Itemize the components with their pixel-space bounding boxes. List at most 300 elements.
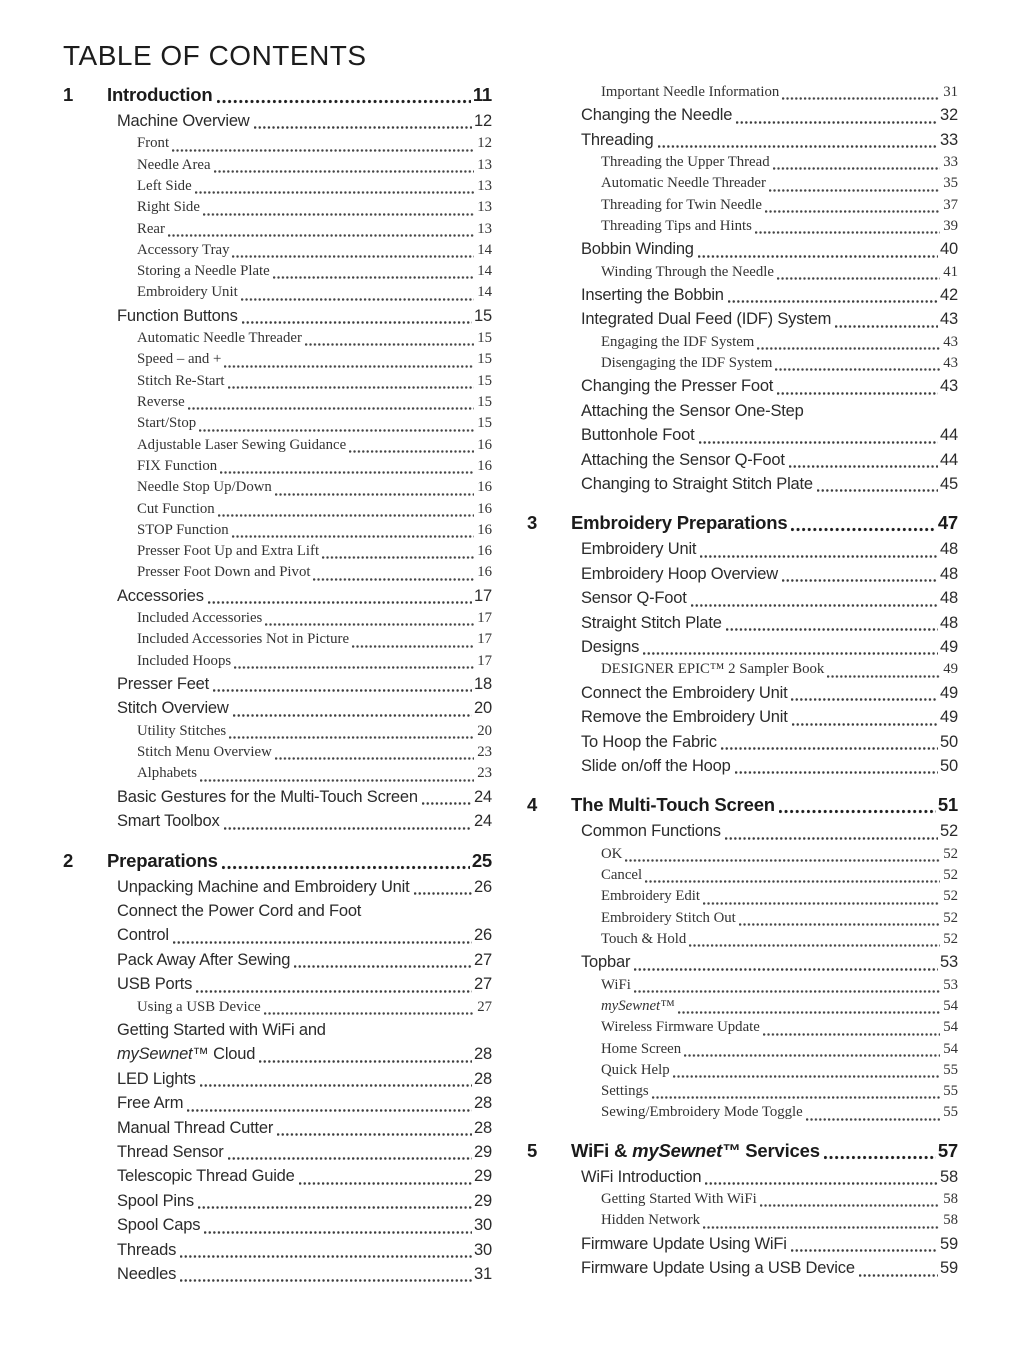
dot-leader bbox=[228, 1156, 473, 1161]
page-number: 12 bbox=[474, 112, 492, 130]
entry-text: STOP Function bbox=[137, 521, 229, 538]
entry-text: Threading for Twin Needle bbox=[601, 196, 762, 213]
chapter-number: 1 bbox=[63, 84, 74, 105]
entry-body bbox=[601, 865, 958, 886]
entry-text: Needles bbox=[117, 1264, 177, 1283]
dot-leader bbox=[779, 809, 936, 814]
toc-section-entry bbox=[527, 681, 958, 705]
entry-body bbox=[581, 537, 958, 561]
dot-leader bbox=[634, 989, 940, 994]
page-number: 25 bbox=[471, 849, 492, 871]
entry-text: DESIGNER EPIC™ 2 Sampler Book bbox=[601, 661, 825, 678]
entry-body bbox=[117, 1238, 492, 1262]
entry-line bbox=[601, 659, 958, 680]
entry-text: Basic Gestures for the Multi-Touch Screen bbox=[117, 787, 418, 806]
chapter-number: 4 bbox=[527, 794, 538, 816]
toc-section-entry bbox=[527, 128, 958, 152]
toc-section-entry bbox=[63, 1189, 492, 1213]
dot-leader bbox=[782, 96, 940, 101]
entry-text: Pack Away After Sewing bbox=[117, 950, 291, 969]
page-number: 47 bbox=[937, 512, 958, 534]
entry-line bbox=[117, 1213, 492, 1237]
page-number: 48 bbox=[940, 589, 958, 608]
entry-line bbox=[581, 1232, 958, 1256]
entry-body bbox=[581, 1165, 958, 1189]
dot-leader bbox=[220, 470, 474, 475]
entry-text: Spool Caps bbox=[117, 1216, 201, 1235]
dot-leader bbox=[168, 233, 474, 238]
dot-leader bbox=[736, 120, 938, 125]
entry-text: Stitch Menu Overview bbox=[137, 744, 272, 761]
entry-body bbox=[601, 886, 958, 907]
toc-subsection-entry bbox=[527, 996, 958, 1017]
dot-leader bbox=[265, 622, 474, 627]
entry-body bbox=[117, 785, 492, 809]
entry-line bbox=[581, 472, 958, 496]
entry-text: Alphabets bbox=[137, 765, 197, 782]
entry-text: Smart Toolbox bbox=[117, 812, 220, 831]
toc-section-entry bbox=[63, 972, 492, 996]
page-number: 26 bbox=[474, 926, 492, 945]
entry-line bbox=[117, 948, 492, 972]
entry-line bbox=[581, 681, 958, 705]
entry-body bbox=[137, 742, 492, 763]
entry-text: Free Arm bbox=[117, 1094, 184, 1113]
entry-line bbox=[137, 499, 492, 520]
entry-body bbox=[117, 809, 492, 833]
entry-text: Presser Feet bbox=[117, 675, 210, 694]
dot-leader bbox=[691, 603, 938, 608]
page-number: 20 bbox=[477, 722, 492, 739]
entry-body bbox=[137, 435, 492, 456]
entry-text: Included Accessories bbox=[137, 610, 263, 627]
entry-line bbox=[137, 997, 492, 1018]
toc-subsection-entry bbox=[527, 173, 958, 194]
entry-text: Utility Stitches bbox=[137, 722, 227, 739]
toc-section-entry bbox=[527, 1256, 958, 1280]
page-number: 28 bbox=[474, 1094, 492, 1113]
dot-leader bbox=[728, 299, 938, 304]
dot-leader bbox=[313, 577, 474, 582]
entry-text: Bobbin Winding bbox=[581, 240, 694, 259]
entry-line bbox=[581, 307, 958, 331]
entry-body bbox=[581, 472, 958, 496]
entry-text: Changing the Needle bbox=[581, 106, 733, 125]
entry-line bbox=[117, 972, 492, 996]
page-number: 20 bbox=[474, 699, 492, 718]
entry-body bbox=[117, 1262, 492, 1286]
toc-section-entry bbox=[527, 705, 958, 729]
page-number: 58 bbox=[943, 1191, 958, 1208]
page-number: 57 bbox=[937, 1139, 958, 1161]
entry-body bbox=[581, 448, 958, 472]
entry-body bbox=[581, 1256, 958, 1280]
entry-text: Sewing/Embroidery Mode Toggle bbox=[601, 1104, 803, 1121]
entry-body bbox=[601, 996, 958, 1017]
dot-leader bbox=[791, 1248, 938, 1253]
page-number: 23 bbox=[477, 765, 492, 782]
page-number: 42 bbox=[940, 286, 958, 304]
entry-line bbox=[601, 975, 958, 996]
entry-text: FIX Function bbox=[137, 457, 218, 474]
entry-line bbox=[117, 1164, 492, 1188]
page-number: 55 bbox=[943, 1083, 958, 1100]
dot-leader bbox=[199, 428, 474, 433]
toc-subsection-entry bbox=[527, 929, 958, 950]
page-number: 33 bbox=[940, 130, 958, 149]
entry-body bbox=[601, 1039, 958, 1060]
entry-text: Connect the Embroidery Unit bbox=[581, 683, 788, 702]
entry-body bbox=[137, 629, 492, 650]
dot-leader bbox=[259, 1059, 472, 1064]
entry-body bbox=[117, 696, 492, 720]
page-number: 29 bbox=[474, 1167, 492, 1186]
dot-leader bbox=[352, 644, 474, 649]
entry-line bbox=[581, 537, 958, 561]
page-number: 53 bbox=[940, 953, 958, 972]
entry-body bbox=[137, 219, 492, 240]
entry-line bbox=[117, 109, 492, 133]
toc-subsection-entry bbox=[63, 392, 492, 413]
entry-body bbox=[601, 173, 958, 194]
toc-section-entry bbox=[63, 785, 492, 809]
entry-body bbox=[601, 929, 958, 950]
entry-text: Touch & Hold bbox=[601, 930, 687, 947]
entry-body bbox=[581, 635, 958, 659]
dot-leader bbox=[241, 297, 475, 302]
entry-text: Hidden Network bbox=[601, 1212, 701, 1229]
entry-body bbox=[117, 1140, 492, 1164]
entry-body bbox=[601, 1189, 958, 1210]
entry-body bbox=[581, 399, 958, 448]
entry-line bbox=[581, 1256, 958, 1280]
entry-body bbox=[107, 82, 492, 107]
entry-line bbox=[601, 996, 958, 1017]
entry-body bbox=[601, 216, 958, 237]
entry-text: Adjustable Laser Sewing Guidance bbox=[137, 436, 347, 453]
page-number: 49 bbox=[940, 683, 958, 702]
dot-leader bbox=[264, 1011, 475, 1016]
toc-subsection-entry bbox=[527, 908, 958, 929]
entry-body bbox=[581, 730, 958, 754]
page-number: 30 bbox=[474, 1216, 492, 1235]
dot-leader bbox=[232, 534, 475, 539]
entry-line bbox=[601, 332, 958, 353]
page-number: 15 bbox=[477, 372, 492, 389]
toc-subsection-entry bbox=[527, 844, 958, 865]
entry-body bbox=[581, 103, 958, 127]
entry-line bbox=[601, 1189, 958, 1210]
dot-leader bbox=[254, 125, 473, 130]
entry-body bbox=[601, 908, 958, 929]
entry-text: Winding Through the Needle bbox=[601, 263, 774, 280]
page-number: 48 bbox=[940, 540, 958, 559]
entry-body bbox=[107, 848, 492, 873]
entry-body bbox=[137, 328, 492, 349]
entry-text: LED Lights bbox=[117, 1069, 196, 1088]
toc-section-entry bbox=[63, 1262, 492, 1286]
dot-leader bbox=[273, 275, 474, 280]
entry-text: Wireless Firmware Update bbox=[601, 1019, 760, 1036]
page-number: 43 bbox=[943, 355, 958, 372]
entry-text: USB Ports bbox=[117, 975, 193, 994]
entry-body bbox=[581, 950, 958, 974]
dot-leader bbox=[224, 364, 474, 369]
page-number: 44 bbox=[940, 426, 958, 445]
page-number: 28 bbox=[474, 1069, 492, 1088]
entry-body bbox=[601, 1017, 958, 1038]
entry-text: Automatic Needle Threader bbox=[137, 330, 302, 347]
toc-subsection-entry bbox=[527, 1060, 958, 1081]
toc-subsection-entry bbox=[527, 332, 958, 353]
entry-text: Embroidery Unit bbox=[581, 540, 697, 559]
dot-leader bbox=[678, 1010, 941, 1015]
toc-section-entry bbox=[63, 1091, 492, 1115]
toc-section-entry bbox=[63, 1067, 492, 1091]
entry-line bbox=[137, 176, 492, 197]
entry-text: Cut Function bbox=[137, 500, 215, 517]
entry-body bbox=[137, 651, 492, 672]
dot-leader bbox=[187, 1108, 472, 1113]
entry-text: Attaching the Sensor One-Step bbox=[581, 401, 804, 420]
entry-line bbox=[601, 1039, 958, 1060]
page-number: 59 bbox=[940, 1259, 958, 1278]
page-number: 13 bbox=[477, 220, 492, 237]
dot-leader bbox=[180, 1254, 472, 1259]
entry-text: Cancel bbox=[601, 867, 643, 884]
dot-leader bbox=[322, 555, 474, 560]
entry-line bbox=[581, 950, 958, 974]
page-number: 16 bbox=[477, 543, 492, 560]
toc-subsection-entry bbox=[527, 1039, 958, 1060]
toc-subsection-entry bbox=[63, 629, 492, 650]
entry-line bbox=[137, 328, 492, 349]
page-number: 15 bbox=[477, 415, 492, 432]
page-number: 54 bbox=[943, 1019, 958, 1036]
dot-leader bbox=[725, 836, 938, 841]
entry-text: Presser Foot Up and Extra Lift bbox=[137, 543, 320, 560]
page-number: 54 bbox=[943, 1040, 958, 1057]
entry-body bbox=[581, 705, 958, 729]
dot-leader bbox=[180, 1278, 472, 1283]
entry-body bbox=[601, 975, 958, 996]
toc-column-left bbox=[63, 82, 492, 1286]
entry-body bbox=[571, 792, 958, 817]
entry-line bbox=[581, 423, 958, 447]
entry-line bbox=[137, 651, 492, 672]
dot-leader bbox=[703, 901, 940, 906]
dot-leader bbox=[775, 367, 940, 372]
entry-body bbox=[117, 875, 492, 899]
entry-line bbox=[117, 1018, 492, 1042]
toc-section-entry bbox=[527, 586, 958, 610]
toc-section-entry bbox=[63, 109, 492, 133]
entry-line bbox=[117, 785, 492, 809]
page-number: 53 bbox=[943, 976, 958, 993]
entry-text: Storing a Needle Plate bbox=[137, 263, 270, 280]
page-number: 14 bbox=[477, 284, 492, 301]
page-number: 23 bbox=[477, 744, 492, 761]
dot-leader bbox=[773, 166, 941, 171]
dot-leader bbox=[769, 188, 940, 193]
toc-subsection-entry bbox=[527, 1081, 958, 1102]
dot-leader bbox=[172, 148, 474, 153]
page-number: 16 bbox=[477, 457, 492, 474]
page-number: 14 bbox=[477, 241, 492, 258]
toc-subsection-entry bbox=[63, 456, 492, 477]
dot-leader bbox=[233, 713, 472, 718]
toc-section-entry bbox=[63, 1164, 492, 1188]
page-number: 11 bbox=[472, 84, 492, 105]
toc-subsection-entry bbox=[63, 349, 492, 370]
entry-text: Topbar bbox=[581, 953, 631, 972]
page-title: TABLE OF CONTENTS bbox=[63, 40, 367, 71]
dot-leader bbox=[806, 1117, 940, 1122]
entry-body bbox=[117, 1164, 492, 1188]
entry-line bbox=[571, 792, 958, 817]
toc-subsection-entry bbox=[527, 82, 958, 103]
dot-leader bbox=[208, 600, 472, 605]
entry-body bbox=[137, 392, 492, 413]
toc-subsection-entry bbox=[527, 1210, 958, 1231]
toc-subsection-entry bbox=[527, 195, 958, 216]
entry-line bbox=[571, 510, 958, 535]
page-number: 17 bbox=[477, 610, 492, 627]
toc-subsection-entry bbox=[527, 1189, 958, 1210]
dot-leader bbox=[673, 1074, 941, 1079]
page-number: 13 bbox=[477, 178, 492, 194]
page-number: 52 bbox=[943, 867, 958, 884]
page-number: 27 bbox=[474, 975, 492, 994]
toc-section-entry bbox=[63, 899, 492, 948]
dot-leader bbox=[275, 756, 474, 761]
page-number: 14 bbox=[477, 263, 492, 280]
entry-text-italic: mySewnet™ bbox=[117, 1045, 209, 1064]
entry-line bbox=[581, 705, 958, 729]
entry-line bbox=[137, 282, 492, 303]
page-number: 24 bbox=[474, 787, 492, 806]
dot-leader bbox=[757, 346, 940, 351]
toc-section-entry bbox=[63, 1238, 492, 1262]
page-number: 43 bbox=[943, 333, 958, 350]
entry-line bbox=[137, 349, 492, 370]
page-number: 27 bbox=[477, 998, 492, 1015]
entry-text: Slide on/off the Hoop bbox=[581, 756, 731, 775]
entry-body bbox=[117, 1067, 492, 1091]
entry-line bbox=[601, 929, 958, 950]
page-number: 55 bbox=[943, 1061, 958, 1078]
toc-subsection-entry bbox=[63, 240, 492, 261]
page-number: 30 bbox=[474, 1240, 492, 1259]
page-number: 29 bbox=[474, 1142, 492, 1161]
entry-text: Straight Stitch Plate bbox=[581, 613, 722, 632]
entry-body bbox=[117, 304, 492, 328]
entry-body bbox=[137, 371, 492, 392]
page-number: 28 bbox=[474, 1045, 492, 1064]
entry-body bbox=[581, 283, 958, 307]
toc-subsection-entry bbox=[63, 742, 492, 763]
entry-line bbox=[581, 611, 958, 635]
entry-text: Common Functions bbox=[581, 822, 721, 841]
entry-text: Stitch Re-Start bbox=[137, 372, 225, 389]
toc-chapter-entry bbox=[63, 848, 492, 873]
entry-line bbox=[581, 754, 958, 778]
entry-text: Start/Stop bbox=[137, 415, 197, 432]
toc-section-entry bbox=[63, 809, 492, 833]
dot-leader bbox=[791, 697, 938, 702]
page-number: 15 bbox=[477, 330, 492, 347]
entry-text: Threads bbox=[117, 1240, 177, 1259]
entry-text: Threading Tips and Hints bbox=[601, 218, 752, 234]
entry-body bbox=[117, 1018, 492, 1067]
entry-line bbox=[137, 562, 492, 583]
toc-section-entry bbox=[527, 374, 958, 398]
toc-column-right bbox=[527, 82, 958, 1286]
entry-line bbox=[571, 1138, 958, 1163]
entry-text: Reverse bbox=[137, 394, 185, 411]
entry-text: Connect the Power Cord and Foot bbox=[117, 901, 362, 920]
dot-leader bbox=[760, 1203, 941, 1208]
entry-body bbox=[137, 349, 492, 370]
entry-text: Quick Help bbox=[601, 1061, 670, 1078]
entry-text: Unpacking Machine and Embroidery Unit bbox=[117, 877, 410, 896]
entry-line bbox=[581, 448, 958, 472]
page-number: 13 bbox=[477, 156, 492, 173]
entry-line bbox=[581, 819, 958, 843]
entry-line bbox=[137, 456, 492, 477]
chapter-number: 2 bbox=[63, 849, 74, 871]
entry-body bbox=[601, 152, 958, 173]
toc-subsection-entry bbox=[63, 763, 492, 784]
page-number: 40 bbox=[940, 240, 958, 259]
dot-leader bbox=[305, 342, 474, 347]
toc-subsection-entry bbox=[63, 328, 492, 349]
dot-leader bbox=[791, 527, 935, 532]
entry-text-italic: mySewnet™ bbox=[632, 1139, 741, 1161]
dot-leader bbox=[703, 1225, 940, 1230]
entry-line bbox=[117, 875, 492, 899]
entry-text: Getting Started With WiFi bbox=[601, 1191, 757, 1208]
entry-line bbox=[117, 1042, 492, 1066]
entry-text: Speed – and + bbox=[137, 351, 222, 368]
entry-line bbox=[581, 374, 958, 398]
dot-leader bbox=[228, 385, 475, 390]
entry-line bbox=[137, 133, 492, 154]
page-number: 29 bbox=[474, 1191, 492, 1210]
entry-body bbox=[137, 176, 492, 197]
toc-section-entry bbox=[63, 875, 492, 899]
page-number: 15 bbox=[474, 306, 492, 325]
entry-body bbox=[601, 1081, 958, 1102]
entry-text bbox=[601, 996, 675, 1017]
toc-subsection-entry bbox=[527, 886, 958, 907]
entry-text: Embroidery Preparations bbox=[571, 512, 788, 534]
entry-line bbox=[117, 1067, 492, 1091]
entry-text: Stitch Overview bbox=[117, 699, 229, 718]
entry-body bbox=[117, 584, 492, 608]
entry-text: Sensor Q-Foot bbox=[581, 589, 687, 608]
entry-text: Right Side bbox=[137, 199, 200, 216]
entry-text: Embroidery Hoop Overview bbox=[581, 564, 778, 583]
page-number: 58 bbox=[943, 1212, 958, 1229]
entry-body bbox=[581, 562, 958, 586]
entry-line bbox=[137, 155, 492, 176]
entry-line bbox=[117, 1262, 492, 1286]
entry-body bbox=[137, 721, 492, 742]
entry-body bbox=[581, 237, 958, 261]
dot-leader bbox=[277, 1132, 472, 1137]
entry-body bbox=[571, 1138, 958, 1163]
